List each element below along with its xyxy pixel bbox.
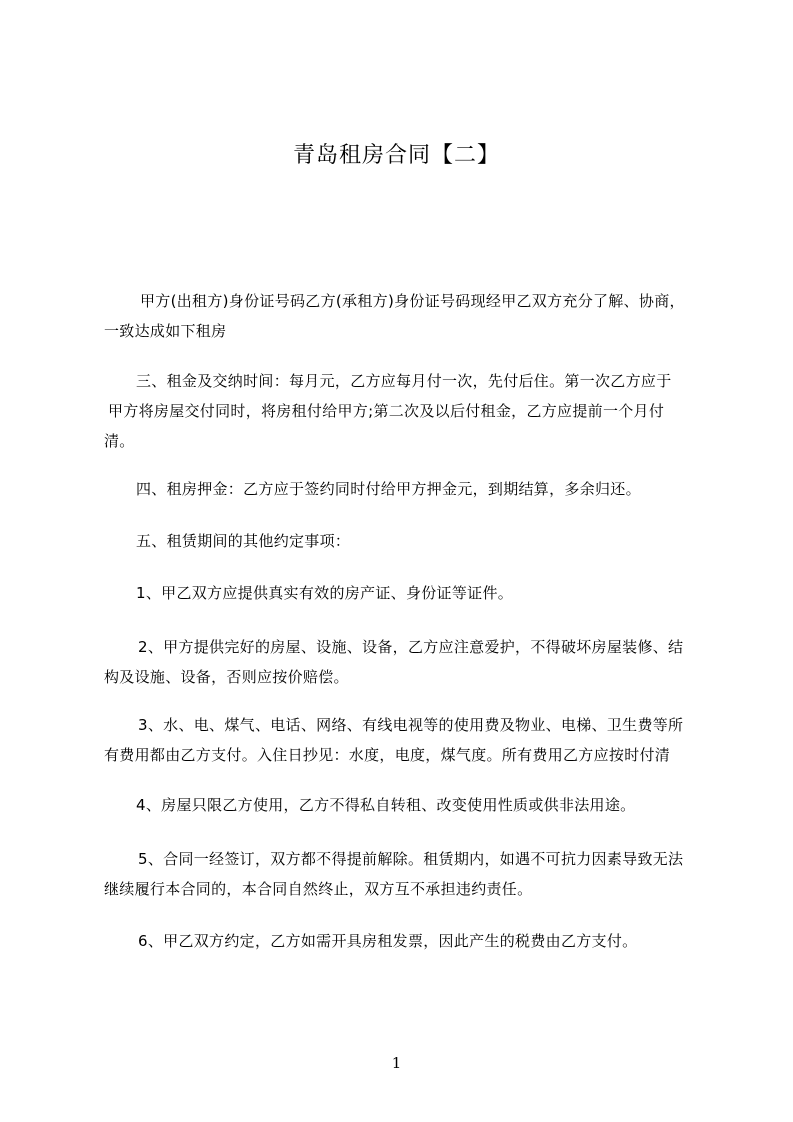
paragraph-term-1 <box>104 578 714 608</box>
paragraph-line: 五、租赁期间的其他约定事项： <box>136 532 351 550</box>
paragraph-deposit <box>104 474 714 504</box>
page-number: 1 <box>391 1054 402 1072</box>
paragraph-term-2 <box>104 632 714 692</box>
paragraph-line: 继续履行本合同的，本合同自然终止，双方互不承担违约责任。 <box>104 880 533 898</box>
paragraph-line: 甲方将房屋交付同时，将房租付给甲方;第二次及以后付租金，乙方应提前一个月付 <box>108 402 665 420</box>
paragraph-line: 构及设施、设备，否则应按价赔偿。 <box>104 668 349 686</box>
paragraph-term-5 <box>104 844 714 904</box>
paragraph-line: 有费用都由乙方支付。入住日抄见：水度，电度，煤气度。所有费用乙方应按时付清 <box>104 746 671 764</box>
paragraph-line: 清。 <box>104 432 135 450</box>
paragraph-term-3 <box>104 710 714 770</box>
document-title: 青岛租房合同【二】 <box>292 143 500 168</box>
paragraph-rent-payment <box>104 366 714 456</box>
paragraph-line: 四、租房押金：乙方应于签约同时付给甲方押金元，到期结算，多余归还。 <box>136 480 641 498</box>
paragraph-line: 6、甲乙双方约定，乙方如需开具房租发票，因此产生的税费由乙方支付。 <box>138 932 638 950</box>
paragraph-parties <box>104 286 714 346</box>
paragraph-line: 一致达成如下租房 <box>104 322 227 340</box>
paragraph-line: 2、甲方提供完好的房屋、设施、设备，乙方应注意爱护，不得破坏房屋装修、结 <box>138 638 684 656</box>
paragraph-term-6 <box>104 926 714 956</box>
paragraph-other-terms-heading <box>104 526 714 556</box>
paragraph-line: 1、甲乙双方应提供真实有效的房产证、身份证等证件。 <box>136 584 514 602</box>
paragraph-line: 甲方(出租方)身份证号码乙方(承租方)身份证号码现经甲乙双方充分了解、协商， <box>140 292 685 310</box>
paragraph-line: 三、租金及交纳时间：每月元，乙方应每月付一次，先付后住。第一次乙方应于 <box>136 372 672 390</box>
paragraph-term-4 <box>104 790 714 820</box>
paragraph-line: 3、水、电、煤气、电话、网络、有线电视等的使用费及物业、电梯、卫生费等所 <box>138 716 684 734</box>
paragraph-line: 4、房屋只限乙方使用，乙方不得私自转租、改变使用性质或供非法用途。 <box>136 796 636 814</box>
paragraph-line: 5、合同一经签订，双方都不得提前解除。租赁期内，如遇不可抗力因素导致无法 <box>138 850 684 868</box>
